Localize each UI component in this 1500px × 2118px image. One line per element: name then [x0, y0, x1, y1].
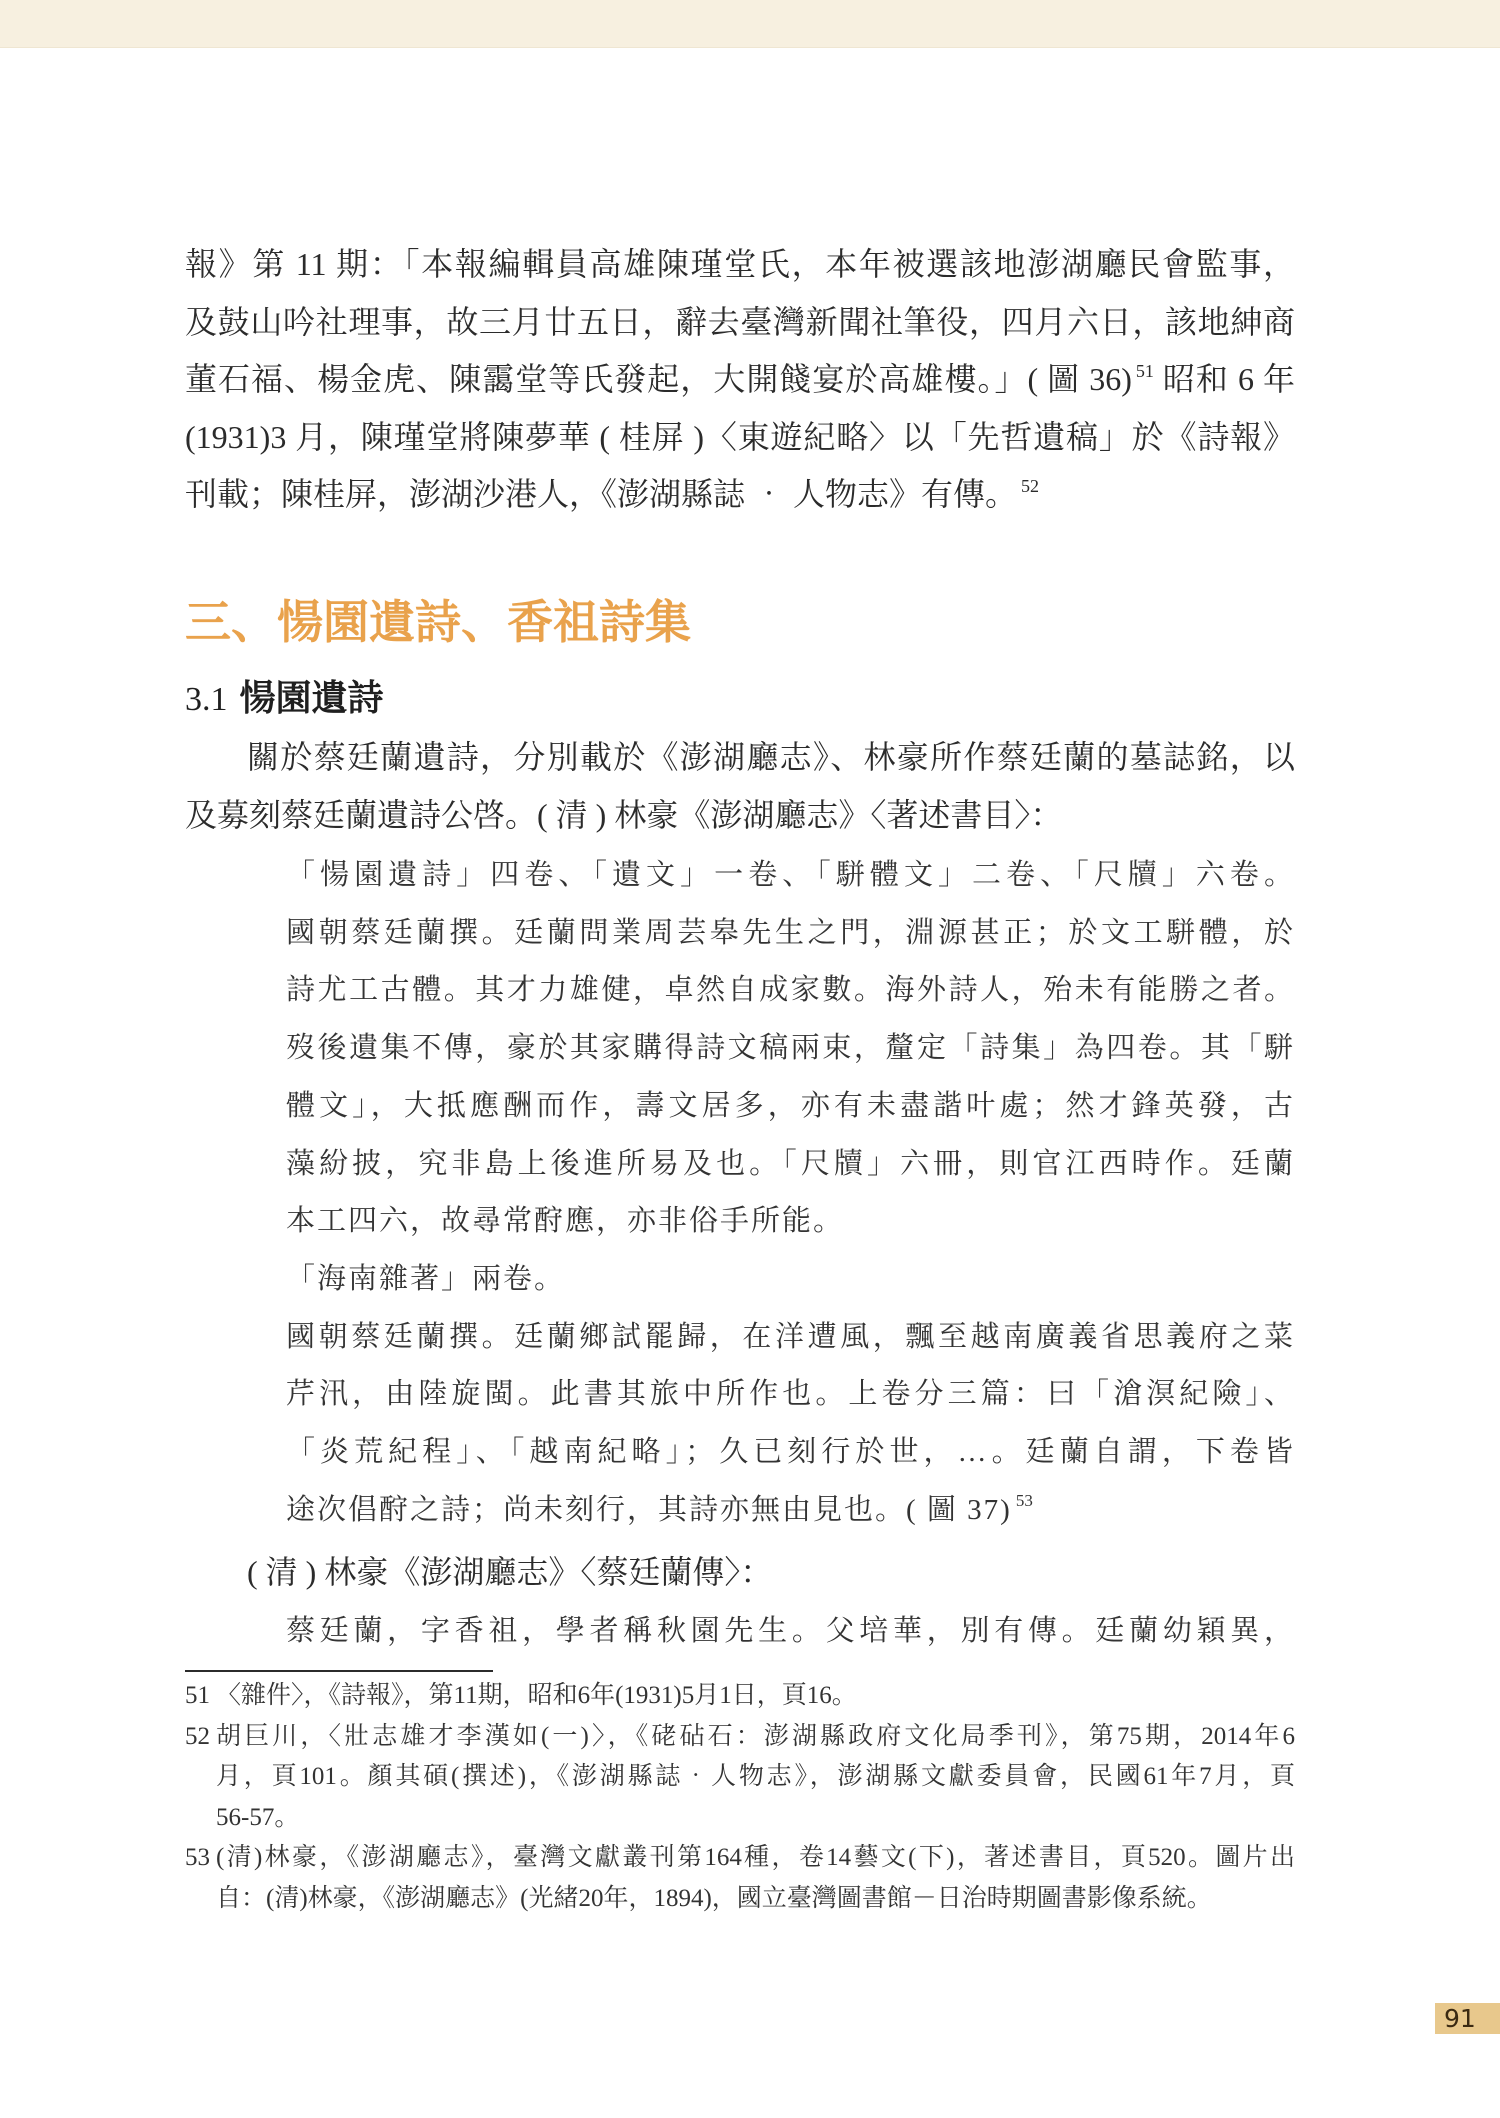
block-quote: [286, 847, 1295, 1539]
text-line: 及鼓山吟社理事，故三月廿五日，辭去臺灣新聞社筆役，四月六日，該地紳商: [185, 303, 1295, 340]
quote-line: 國朝蔡廷蘭撰。廷蘭鄉試罷歸，在洋遭風，飄至越南廣義省思義府之菜: [286, 1320, 1295, 1353]
footnote-line: 自：(清)林豪，《澎湖廳志》(光緒20年，1894)，國立臺灣圖書館－日治時期圖書影像系統。: [216, 1884, 1212, 1912]
footnote-53: [185, 1838, 1295, 1919]
footnote-ref: 52: [1021, 475, 1040, 496]
footnotes: [185, 1676, 1295, 1920]
text-line: 關於蔡廷蘭遺詩，分別載於《澎湖廳志》、林豪所作蔡廷蘭的墓誌銘，以: [247, 739, 1295, 775]
quote-line: 「海南雜著」兩卷。: [286, 1262, 566, 1295]
footnote-52: [185, 1717, 1295, 1839]
text-line: (1931)3 月，陳瑾堂將陳夢華 ( 桂屏 )〈東遊紀略〉以「先哲遺稿」於《詩報》: [185, 418, 1295, 455]
text-line: 報》第 11 期：「本報編輯員高雄陳瑾堂氏，本年被選該地澎湖廳民會監事，: [185, 246, 1295, 282]
quote-line: 詩尤工古體。其才力雄健，卓然自成家數。海外詩人，殆未有能勝之者。: [286, 974, 1295, 1007]
footnote-text: [216, 1717, 1295, 1839]
quote-line: 藻紛披，究非島上後進所易及也。「尺牘」六冊，則官江西時作。廷蘭: [286, 1147, 1295, 1180]
subsection-title: 愓園遺詩: [239, 678, 384, 719]
footnote-text: [216, 1838, 1295, 1919]
footnote-number: 53: [185, 1844, 210, 1872]
quote-line: 本工四六，故尋常酧應，亦非俗手所能。: [286, 1205, 845, 1238]
quote-line: 歿後遺集不傳，豪於其家購得詩文稿兩束，釐定「詩集」為四卷。其「駢: [286, 1032, 1295, 1065]
block-quote: [286, 1602, 1295, 1660]
subsection-number: 3.1: [185, 681, 228, 718]
text-line: 及募刻蔡廷蘭遺詩公啓。( 清 ) 林豪《澎湖廳志》〈著述書目〉：: [185, 797, 1063, 833]
quote-line: 蔡廷蘭，字香祖，學者稱秋園先生。父培華，別有傳。廷蘭幼穎異，: [286, 1615, 1295, 1647]
text-line: [185, 351, 1295, 409]
header-band: [0, 0, 1500, 48]
continuation-paragraph: [185, 236, 1295, 524]
text-segment: 途次倡酧之詩；尚未刻行，其詩亦無由見也。( 圖 37): [286, 1493, 1012, 1526]
footnote-51: [185, 1676, 1295, 1717]
quote-line: 「炎荒紀程」、「越南紀略」；久已刻行於世，…。廷蘭自謂，下卷皆: [286, 1436, 1295, 1469]
footnote-ref: 53: [1015, 1490, 1033, 1510]
quote-line: 國朝蔡廷蘭撰。廷蘭問業周芸皋先生之門，淵源甚正；於文工駢體，於: [286, 916, 1295, 949]
paragraph: [185, 728, 1295, 844]
quote-line: [286, 1482, 1295, 1540]
quote-line: 「愓園遺詩」四卷、「遺文」一卷、「駢體文」二卷、「尺牘」六卷。: [286, 859, 1295, 891]
footnote-line: 胡巨川，〈壯志雄才李漢如(一)〉，《硓砧石：澎湖縣政府文化局季刊》，第75期，2014年6: [216, 1722, 1295, 1750]
text-segment: 刊載；陳桂屏，澎湖沙港人，《澎湖縣誌 ‧ 人物志》有傳。: [185, 476, 1018, 512]
footnote-line: (清)林豪，《澎湖廳志》，臺灣文獻叢刊第164種，卷14藝文(下)，著述書目，頁520。圖片出: [216, 1844, 1295, 1872]
footnote-line: 〈雜件〉，《詩報》，第11期，昭和6年(1931)5月1日，頁16。: [216, 1682, 857, 1709]
quote-line: 體文」，大抵應酬而作，壽文居多，亦有未盡諧叶處；然才鋒英發，古: [286, 1089, 1295, 1122]
footnote-rule: [185, 1670, 493, 1672]
text-line: ( 清 ) 林豪《澎湖廳志》〈蔡廷蘭傳〉：: [247, 1554, 773, 1590]
footnote-number: 51: [185, 1682, 210, 1709]
section-heading: 三、愓園遺詩、香祖詩集: [185, 595, 691, 649]
quote-line: 芹汛，由陸旋閩。此書其旅中所作也。上卷分三篇：曰「滄溟紀險」、: [286, 1378, 1295, 1411]
footnote-text: [216, 1676, 1295, 1717]
text-segment: 董石福、楊金虎、陳靄堂等氏發起，大開餞宴於高雄樓。」( 圖 36): [185, 361, 1132, 397]
paragraph: [185, 1543, 1295, 1601]
footnote-number: 52: [185, 1722, 210, 1750]
footnote-line: 月，頁101。顏其碩(撰述)，《澎湖縣誌‧人物志》，澎湖縣文獻委員會，民國61年7月，頁: [216, 1763, 1295, 1791]
text-line: [185, 466, 1295, 524]
footnote-line: 56-57。: [216, 1803, 300, 1831]
page-number: 91: [1435, 2003, 1500, 2034]
footnote-ref: 51: [1135, 360, 1154, 381]
text-segment: 昭和 6 年: [1153, 361, 1295, 397]
subsection-heading: [185, 675, 384, 730]
